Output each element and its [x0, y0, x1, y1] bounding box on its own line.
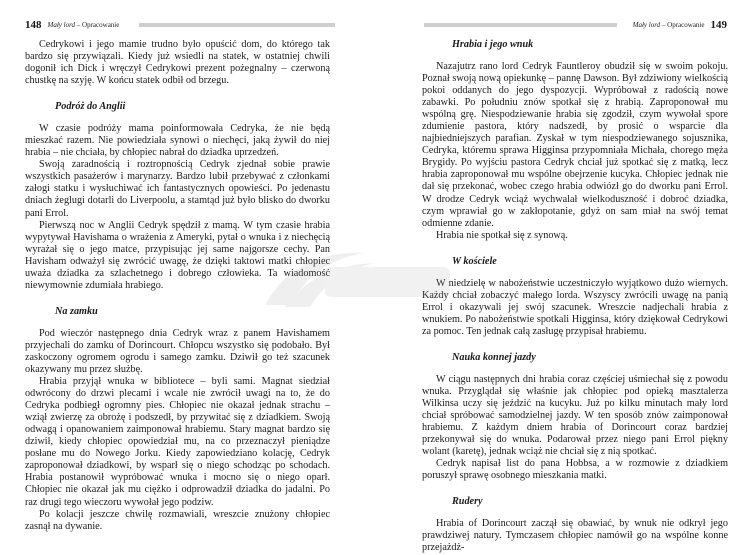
paragraph: W ciągu następnych dni hrabia coraz częściej uśmiechał się z powodu wnuka. Przyglądał się właśnie jak chłopiec pod opieką masztalerza Wilkinsa uczy się jeździć na kucyku. Już po kilku minutach mały lord chciał spróbować samodzielnej jazdy. W ten sposób znów zaimponował hrabiemu. Z każdym dniem hrabia of Dorincourt coraz bardziej przekonywał się do wnuka. Podarował przez niego pani Errol piękny wolant (karetę), jednak wciąż nie chciał się z nią spotkać.	[422, 373, 728, 458]
paragraph: W czasie podróży mama poinformowała Cedryka, że nie będą mieszkać razem. Nie powiedziała synowi o niechęci, jaką żywił do niej hrabia – nie chciała, by chłopiec nabrał do dziadka uprzedzeń.	[25, 123, 330, 159]
publisher-logo-watermark-icon	[255, 245, 455, 315]
paragraph: Hrabia nie spotkał się z synową.	[436, 229, 568, 241]
running-title-suffix: – Opracowanie	[75, 21, 120, 29]
running-title-book: Mały lord	[47, 21, 76, 29]
running-title-book: Mały lord	[632, 21, 661, 29]
paragraph: Hrabia of Dorincourt zaczął się obawiać, by wnuk nie odkrył jego prawdziwej natury. Tymczasem chłopiec namówił go na wspólne konne przejażdż-	[422, 518, 728, 554]
paragraph: Swoją zaradnością i roztropnością Cedryk zjednał sobie prawie wszystkich pasażerów i marynarzy. Bardzo lubił przebywać z członkami załogi statku i wysłuchiwać ich fantastycznych opowieści. Po jedenastu dniach żeglugi dotarli do Liverpoolu, a stamtąd już było blisko do dworku pani Errol.	[25, 159, 330, 219]
section-heading: Nauka konnej jazdy	[452, 351, 536, 363]
page-header	[25, 18, 335, 32]
running-title	[633, 21, 705, 29]
paragraph: Po kolacji jeszcze chwilę rozmawiali, wreszcie znużony chłopiec zasnął na dywanie.	[25, 508, 330, 532]
paragraph: Nazajutrz rano lord Cedryk Fauntleroy obudził się w swoim pokoju. Poznał swoją nową opiekunkę – pannę Dawson. Był zdziwiony wielkością pokoi oddanych do jego dyspozycji. Wypróbował z radością nowe zabawki. Po południu znów spotkał się z hrabią. Zaproponował mu wspólną grę. Niespodziewanie hrabia się zgodził, czym wywołał spore zdumienie pastora, który nadszedł, by prosić o wsparcie dla najbiedniejszych parafian. Zyskał w tym niespodziewanego sojusznika, Cedryka, któremu sprawa Higginsa przypomniała Michała, chorego męża Brygidy. Po wyjściu pastora Cedryk chciał już spotkać się z matką, lecz hrabia zaproponował mu wspólne obejrzenie kucyka. Chłopiec jednak nie dał się przekonać, wobec czego hrabia odwiózł go do dworku pani Errol. W drodze Cedryk wciąż wychwalał wielkoduszność i dobroć dziadka, czym wprawiał go w zakłopotanie, gdyż on sam miał na swój temat odmienne zdanie.	[422, 61, 728, 229]
section-heading: Na zamku	[55, 305, 98, 317]
page-number: 149	[710, 19, 727, 31]
section-heading: W kościele	[452, 255, 497, 267]
section-heading: Hrabia i jego wnuk	[452, 39, 534, 50]
header-rule	[139, 23, 335, 27]
section-heading: Rudery	[452, 496, 483, 508]
paragraph: Pierwszą noc w Anglii Cedryk spędził z mamą. W tym czasie hrabia wypytywał Havishama o wrażenia z Ameryki, pytał o wnuka i z niechęcią wyrażał się o jego matce, przypisując jej same najgorsze cechy. Pan Havisham odważył się zwrócić uwagę, że dzięki taktowi matki chłopiec uważa dziadka za szlachetnego i dobrego człowieka. Ta wiadomość niewymownie zdumiała hrabiego.	[25, 219, 330, 291]
page-header	[424, 18, 727, 32]
paragraph: W niedzielę w nabożeństwie uczestniczyło wyjątkowo dużo wiernych. Każdy chciał zobaczyć małego lorda. Wszyscy zwrócili uwagę na panią Errol i okazywali jej swój szacunek. Wreszcie nadjechali hrabia z wnukiem. Po nabożeństwie spotkali Higginsa, który dziękował Cedrykowi za pomoc. Ten jednak całą zasługę przypisał hrabiemu.	[422, 277, 728, 337]
page-body	[422, 39, 728, 555]
section-heading: Podróż do Anglii	[55, 101, 126, 113]
paragraph: Cedrykowi i jego mamie trudno było opuścić dom, do którego tak bardzo się przywiązali. Kiedy już wsiedli na statek, w ostatniej chwili dogonił ich Dick i wręczył Cedrykowi prezent pożegnalny – czerwoną chustkę na szyję. W końcu statek odbił od brzegu.	[25, 39, 330, 87]
running-title	[48, 21, 120, 29]
paragraph: Pod wieczór następnego dnia Cedryk wraz z panem Havishamem przyjechali do zamku of Dorincourt. Chłopcu wszystko się podobało. Był zaskoczony ogromem ogrodu i samego zamku. Dziwił go też szacunek okazywany mu przez służbę.	[25, 327, 330, 375]
paragraph: Cedryk napisał list do pana Hobbsa, a w rozmowie z dziadkiem poruszył sprawę osobnego mieszkania matki.	[422, 458, 728, 482]
header-rule	[424, 23, 617, 27]
page-number: 148	[25, 19, 42, 31]
paragraph: Hrabia przyjął wnuka w bibliotece – byli sami. Magnat siedział odwrócony do drzwi plecami i wcale nie zwrócił uwagi na to, że do Cedryka podbiegł ogromny pies. Chłopiec nie okazał jednak strachu – wziął zwierzę za obrożę i podszedł, by przywitać się z dziadkiem. Swoją odwagą i opanowaniem zaimponował hrabiemu. Stary magnat bardzo się dziwił, kiedy chłopiec opowiedział mu, na co przeznaczył pieniądze posłane mu do Nowego Jorku. Kiedy zapowiedziano kolację, Cedryk zaproponował dziadkowi, by wsparł się o niego schodząc po schodach. Hrabia postanowił wypróbować wnuka i mocno się o niego oparł. Chłopiec nie okazał jak mu ciężko i odprowadził dziadka do jadalni. Po raz drugi tego wieczoru wywołał jego podziw.	[25, 376, 330, 508]
running-title-suffix: – Opracowanie	[660, 21, 705, 29]
